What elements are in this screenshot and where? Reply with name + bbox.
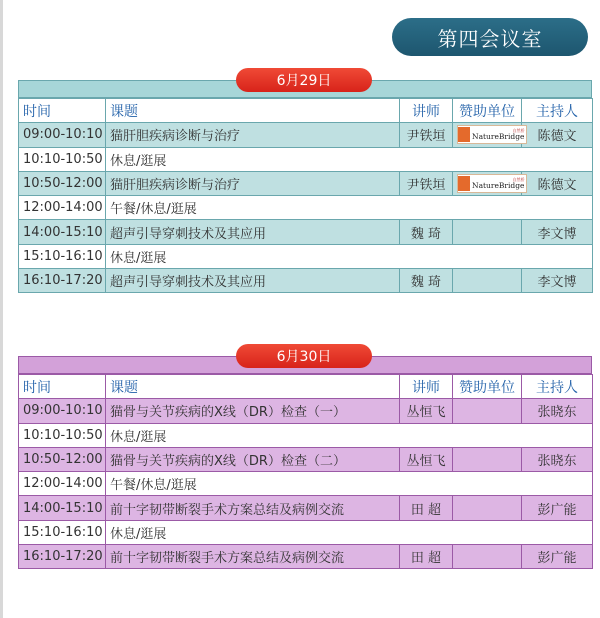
schedule-table [18, 374, 593, 569]
time-cell: 12:00-14:00 [19, 196, 106, 220]
time-cell: 14:00-15:10 [19, 220, 106, 244]
host-cell: 李文博 [522, 269, 593, 293]
table-row [19, 171, 593, 195]
topic-cell: 休息/逛展 [106, 520, 593, 544]
time-cell: 16:10-17:20 [19, 545, 106, 569]
time-cell: 15:10-16:10 [19, 244, 106, 268]
topic-cell: 前十字韧带断裂手术方案总结及病例交流 [106, 545, 400, 569]
topic-cell: 休息/逛展 [106, 244, 593, 268]
header-topic: 课题 [106, 99, 400, 123]
host-cell: 张晓东 [522, 399, 593, 423]
topic-cell: 猫骨与关节疾病的X线（DR）检查（二） [106, 447, 400, 471]
host-cell: 陈德文 [522, 171, 593, 195]
page-edge [0, 0, 3, 618]
table-row [19, 545, 593, 569]
topic-cell: 休息/逛展 [106, 423, 593, 447]
sponsor-cell [453, 447, 522, 471]
schedule-table [18, 98, 593, 293]
header-host: 主持人 [522, 375, 593, 399]
topic-cell: 超声引导穿刺技术及其应用 [106, 220, 400, 244]
time-cell: 10:50-12:00 [19, 171, 106, 195]
header-topic: 课题 [106, 375, 400, 399]
host-cell: 张晓东 [522, 447, 593, 471]
topic-cell: 猫肝胆疾病诊断与治疗 [106, 171, 400, 195]
host-cell: 陈德文 [522, 123, 593, 147]
table-row [19, 123, 593, 147]
table-row [19, 269, 593, 293]
sponsor-cell [453, 123, 525, 147]
table-row [19, 423, 593, 447]
table-header-row [19, 375, 593, 399]
logo-name: NatureBridge [472, 132, 525, 142]
logo-small-text: 自然桥 [512, 176, 525, 182]
sponsor-logo [457, 125, 527, 144]
table-row [19, 220, 593, 244]
logo-small-text: 自然桥 [512, 128, 525, 134]
header-host: 主持人 [522, 99, 593, 123]
sponsor-cell [453, 496, 522, 520]
sponsor-cell [453, 220, 522, 244]
table-row [19, 520, 593, 544]
time-cell: 09:00-10:10 [19, 123, 106, 147]
table-header-row [19, 99, 593, 123]
logo-mark [458, 127, 470, 142]
table-row [19, 196, 593, 220]
topic-cell: 休息/逛展 [106, 147, 593, 171]
logo-name: NatureBridge [472, 180, 525, 190]
time-cell: 10:50-12:00 [19, 447, 106, 471]
header-sponsor: 赞助单位 [453, 99, 522, 123]
topic-cell: 猫肝胆疾病诊断与治疗 [106, 123, 400, 147]
topic-cell: 前十字韧带断裂手术方案总结及病例交流 [106, 496, 400, 520]
time-cell: 16:10-17:20 [19, 269, 106, 293]
logo-wordmark [470, 178, 526, 190]
speaker-cell: 丛恒飞 [400, 399, 453, 423]
sponsor-cell [453, 399, 522, 423]
time-cell: 12:00-14:00 [19, 472, 106, 496]
table-row [19, 496, 593, 520]
time-cell: 15:10-16:10 [19, 520, 106, 544]
logo-mark [458, 176, 470, 191]
sponsor-cell [453, 171, 525, 195]
header-sponsor: 赞助单位 [453, 375, 522, 399]
host-cell: 李文博 [522, 220, 593, 244]
speaker-cell: 丛恒飞 [400, 447, 453, 471]
header-time: 时间 [19, 99, 106, 123]
table-row [19, 447, 593, 471]
time-cell: 09:00-10:10 [19, 399, 106, 423]
table-row [19, 244, 593, 268]
topic-cell: 午餐/休息/逛展 [106, 196, 593, 220]
header-speaker: 讲师 [400, 99, 453, 123]
sponsor-cell [453, 269, 522, 293]
logo-wordmark [470, 129, 526, 141]
speaker-cell: 魏 琦 [400, 220, 453, 244]
sponsor-logo [457, 174, 527, 193]
time-cell: 10:10-10:50 [19, 423, 106, 447]
topic-cell: 超声引导穿刺技术及其应用 [106, 269, 400, 293]
table-row [19, 472, 593, 496]
host-cell: 彭广能 [522, 545, 593, 569]
date-label: 6月30日 [236, 344, 372, 368]
time-cell: 10:10-10:50 [19, 147, 106, 171]
header-time: 时间 [19, 375, 106, 399]
sponsor-cell [453, 545, 522, 569]
table-row [19, 399, 593, 423]
topic-cell: 午餐/休息/逛展 [106, 472, 593, 496]
time-cell: 14:00-15:10 [19, 496, 106, 520]
host-cell: 彭广能 [522, 496, 593, 520]
speaker-cell: 尹铁垣 [400, 123, 453, 147]
topic-cell: 猫骨与关节疾病的X线（DR）检查（一） [106, 399, 400, 423]
speaker-cell: 尹铁垣 [400, 171, 453, 195]
speaker-cell: 田 超 [400, 545, 453, 569]
speaker-cell: 魏 琦 [400, 269, 453, 293]
room-title: 第四会议室 [392, 18, 588, 56]
header-speaker: 讲师 [400, 375, 453, 399]
speaker-cell: 田 超 [400, 496, 453, 520]
date-label: 6月29日 [236, 68, 372, 92]
table-row [19, 147, 593, 171]
